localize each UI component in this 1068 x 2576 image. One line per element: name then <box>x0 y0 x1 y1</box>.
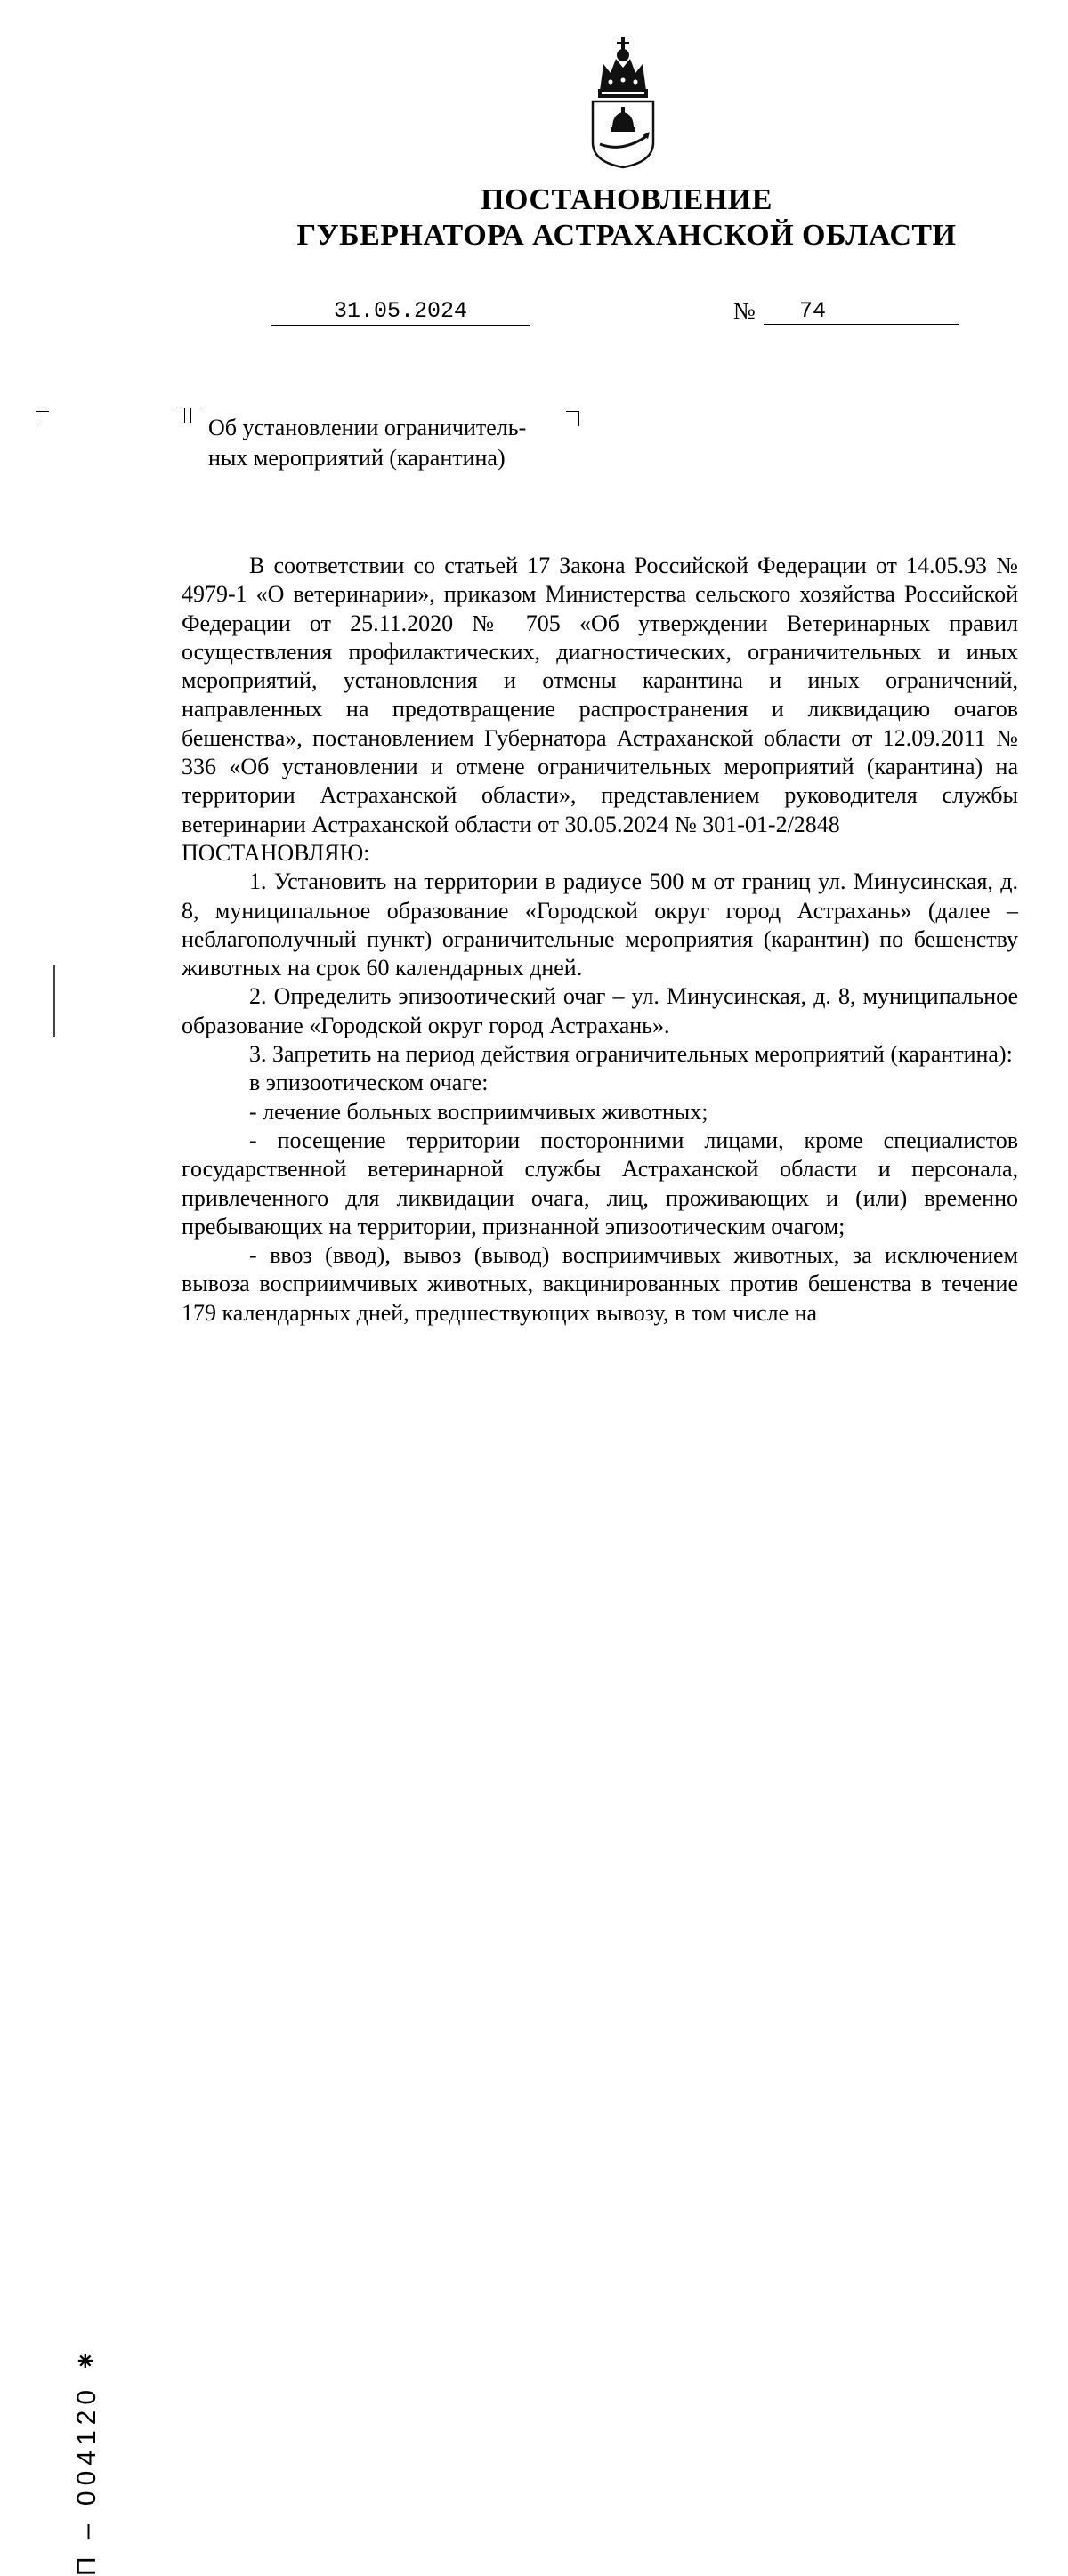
subject-line2: ных мероприятий (карантина) <box>208 445 506 471</box>
subject-corner-mark-left-outer <box>172 408 185 423</box>
item-1-paragraph: 1. Установить на территории в радиусе 500 м от границ ул. Минусинская, д. 8, муниципальное образование «Городской округ город Астрахань» (далее – неблагополучный пункт) ограничительные мероприятия (карантин) по бешенству животных на срок 60 календарных дней. <box>182 868 1018 981</box>
document-date: 31.05.2024 <box>271 298 530 326</box>
document-body <box>182 552 1018 1328</box>
margin-corner-mark <box>36 411 49 426</box>
item-3-bullet-2: - посещение территории посторонними лицами, кроме специалистов государственной ветеринарной службы Астраханской области и персонала, привлеченного для ликвидации очага, лиц, проживающих и (или) временно пребывающих на территории, признанной эпизоотическим очагом; <box>182 1126 1018 1240</box>
coat-of-arms-emblem <box>587 36 659 169</box>
decree-word: ПОСТАНОВЛЯЮ: <box>182 839 370 866</box>
item-3-paragraph: 3. Запретить на период действия ограничительных мероприятий (карантина): <box>249 1041 1013 1068</box>
document-title-line2: ГУБЕРНАТОРА АСТРАХАНСКОЙ ОБЛАСТИ <box>296 219 957 252</box>
document-number: 74 <box>764 298 959 325</box>
subject-corner-mark-left-inner <box>190 408 204 423</box>
subject-line1: Об установлении ограничитель- <box>208 415 527 440</box>
item-3-bullet-3: - ввоз (ввод), вывоз (вывод) восприимчивых животных, за исключением вывоза восприимчивых животных, вакцинированных против бешенства в течение 179 календарных дней, предшествующих вывозу, в том числе на <box>182 1242 1018 1326</box>
number-sign: № <box>733 298 756 324</box>
document-subject <box>208 413 582 473</box>
item-2-paragraph: 2. Определить эпизоотический очаг – ул. Минусинская, д. 8, муниципальное образование «Городской округ город Астрахань». <box>182 983 1018 1038</box>
margin-scan-mark <box>53 965 55 1037</box>
item-3-bullet-1: - лечение больных восприимчивых животных; <box>249 1098 708 1125</box>
item-3-context: в эпизоотическом очаге: <box>249 1070 489 1096</box>
document-title-line1: ПОСТАНОВЛЕНИЕ <box>481 183 773 216</box>
preamble-paragraph: В соответствии со статьей 17 Закона Российской Федерации от 14.05.93 № 4979-1 «О ветеринарии», приказом Министерства сельского хозяйства Российской Федерации от 25.11.2020 № 705 «Об утверждении Ветеринарных правил осуществления профилактических, диагностических, ограничительных и иных мероприятий, установления и отмены карантина и иных ограничений, направленных на предотвращение распространения и ликвидацию очагов бешенства», постановлением Губернатора Астраханской области от 12.09.2011 № 336 «Об установлении и отмене ограничительных мероприятий (карантина) на территории Астраханской области», представлением руководителя службы ветеринарии Астраханской области от 30.05.2024 № 301-01-2/2848 <box>182 553 1018 837</box>
side-serial-stamp: П – 004120 ⁕ <box>72 2344 101 2576</box>
